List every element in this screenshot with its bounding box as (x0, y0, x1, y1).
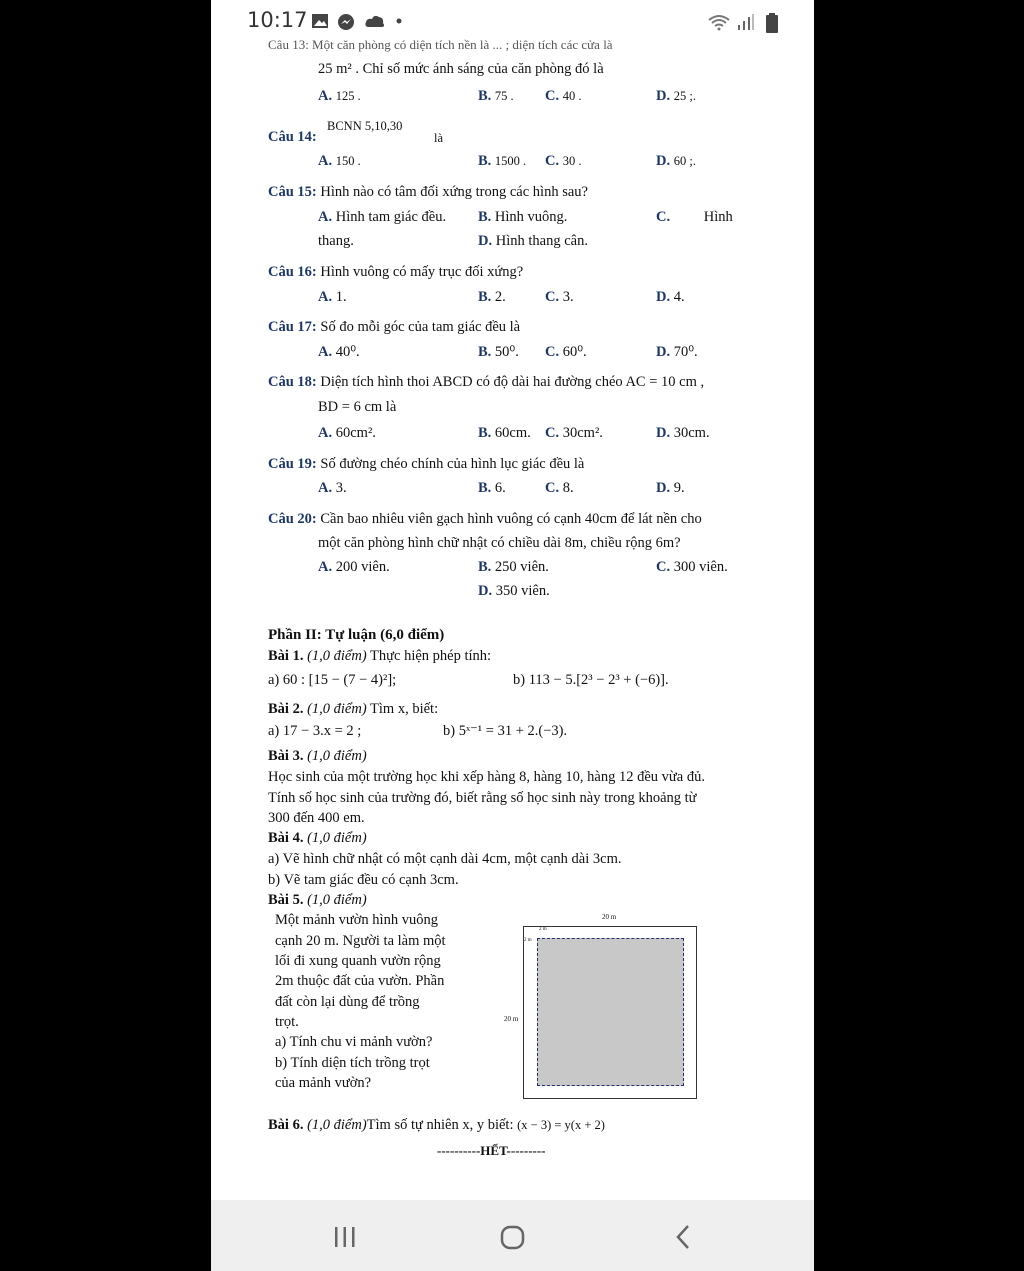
bai4-part-b: b) Vẽ tam giác đều có cạnh 3cm. (268, 872, 459, 888)
q18-option-a: A. 60cm². (318, 425, 376, 441)
q20-option-a: A. 200 viên. (318, 559, 390, 575)
bai6-heading: Bài 6. (1,0 điểm)Tìm số tự nhiên x, y biết: (x − 3) = y(x + 2) (268, 1117, 605, 1133)
q17-option-a: A. 40⁰. (318, 344, 360, 360)
q19-option-a: A. 3. (318, 480, 347, 496)
q14-label: Câu 14: (268, 129, 317, 145)
q20-option-d: D. 350 viên. (478, 583, 550, 599)
bai5-line: trọt. (275, 1014, 299, 1030)
bai4-heading: Bài 4. (1,0 điểm) (268, 830, 367, 846)
q20-question-cont: một căn phòng hình chữ nhật có chiều dài 8m, chiều rộng 6m? (318, 535, 681, 551)
figure-label-path-top: 2 m (539, 927, 547, 932)
q15-question: Câu 15: Hình nào có tâm đối xứng trong các hình sau? (268, 184, 588, 200)
q15-option-c: C. Hình (656, 209, 733, 225)
q13-cut-line: Câu 13: Một căn phòng có diện tích nền là ... ; diện tích các cửa là (268, 37, 613, 52)
q16-option-c: C. 3. (545, 289, 574, 305)
part2-title: Phần II: Tự luận (6,0 điểm) (268, 627, 445, 643)
document-page[interactable] (211, 37, 814, 1200)
navigation-bar (211, 1200, 814, 1271)
q17-option-c: C. 60⁰. (545, 344, 587, 360)
q20-question: Câu 20: Cần bao nhiêu viên gạch hình vuông có cạnh 40cm để lát nền cho (268, 511, 702, 527)
q19-option-c: C. 8. (545, 480, 574, 496)
q19-question: Câu 19: Số đường chéo chính của hình lục giác đều là (268, 456, 585, 472)
bai5-line: của mảnh vườn? (275, 1075, 372, 1091)
bai3-line-2: Tính số học sinh của trường đó, biết rằng số học sinh này trong khoảng từ (268, 790, 697, 806)
q16-question: Câu 16: Hình vuông có mấy trục đối xứng? (268, 264, 524, 280)
notification-dot-icon (396, 18, 402, 24)
home-icon[interactable] (500, 1225, 526, 1251)
q15-option-d: D. Hình thang cân. (478, 233, 588, 249)
status-time: 10:17 (247, 8, 308, 32)
q14-option-c: C. 30 . (545, 153, 582, 169)
q14-option-a: A. 150 . (318, 153, 361, 169)
bai5-line: đất còn lại dùng để trồng (275, 994, 420, 1010)
q19-option-b: B. 6. (478, 480, 506, 496)
q14-option-d: D. 60 ;. (656, 153, 696, 169)
q13-text: 25 m² . Chỉ số mức ánh sáng của căn phòng đó là (318, 61, 604, 77)
q16-option-b: B. 2. (478, 289, 506, 305)
wifi-icon (707, 13, 733, 31)
bai5-line: lối đi xung quanh vườn rộng (275, 953, 441, 969)
q18-question: Câu 18: Diện tích hình thoi ABCD có độ dài hai đường chéo AC = 10 cm , (268, 374, 705, 390)
bai1-heading: Bài 1. (1,0 điểm) Thực hiện phép tính: (268, 648, 492, 664)
bai5-line: Một mảnh vườn hình vuông (275, 912, 438, 928)
q17-option-d: D. 70⁰. (656, 344, 698, 360)
bai3-line-1: Học sinh của một trường học khi xếp hàng 8, hàng 10, hàng 12 đều vừa đủ. (268, 769, 705, 785)
q18-option-c: C. 30cm². (545, 425, 603, 441)
bai1-part-b: b) 113 − 5.[2³ − 2³ + (−6)]. (513, 672, 669, 688)
q13-option-b: B. 75 . (478, 88, 514, 104)
cloud-icon (364, 13, 386, 29)
q14-text: BCNN 5,10,30 (327, 119, 403, 133)
q15-option-b: B. Hình vuông. (478, 209, 568, 225)
q20-option-b: B. 250 viên. (478, 559, 549, 575)
q13-option-a: A. 125 . (318, 88, 361, 104)
recent-apps-icon[interactable] (333, 1226, 357, 1248)
q16-option-d: D. 4. (656, 289, 685, 305)
bai4-part-a: a) Vẽ hình chữ nhật có một cạnh dài 4cm, một cạnh dài 3cm. (268, 851, 622, 867)
bai2-part-b: b) 5ˣ⁻¹ = 31 + 2.(−3). (443, 723, 568, 739)
q16-option-a: A. 1. (318, 289, 347, 305)
q13-option-d: D. 25 ;. (656, 88, 696, 104)
bai5-heading: Bài 5. (1,0 điểm) (268, 892, 367, 908)
q15-option-c-cont: thang. (318, 233, 354, 249)
bai5-line: cạnh 20 m. Người ta làm một (275, 933, 446, 949)
q14-tail: là (434, 131, 444, 145)
bai2-heading: Bài 2. (1,0 điểm) Tìm x, biết: (268, 701, 439, 717)
q20-option-c: C. 300 viên. (656, 559, 728, 575)
q19-option-d: D. 9. (656, 480, 685, 496)
bai5-line: b) Tính diện tích trồng trọt (275, 1055, 430, 1071)
q17-option-b: B. 50⁰. (478, 344, 519, 360)
q18-option-b: B. 60cm. (478, 425, 531, 441)
q17-question: Câu 17: Số đo mỗi góc của tam giác đều là (268, 319, 521, 335)
bai5-line: 2m thuộc đất của vườn. Phần (275, 973, 445, 989)
gallery-icon (311, 13, 329, 29)
figure-label-top: 20 m (602, 913, 617, 921)
q14-option-b: B. 1500 . (478, 153, 527, 169)
messenger-icon (337, 13, 355, 31)
figure-label-path-left: 2 m (524, 938, 532, 943)
battery-icon (766, 13, 778, 33)
q15-option-a: A. Hình tam giác đều. (318, 209, 447, 225)
bai2-part-a: a) 17 − 3.x = 2 ; (268, 723, 362, 739)
end-marker: ----------HẾT--------- (437, 1143, 546, 1158)
q18-question-cont: BD = 6 cm là (318, 399, 397, 415)
signal-icon (737, 13, 755, 31)
figure-label-left: 20 m (504, 1015, 519, 1023)
back-icon[interactable] (675, 1224, 691, 1250)
phone-screen (211, 0, 814, 1271)
bai3-line-3: 300 đến 400 em. (268, 810, 365, 826)
bai3-heading: Bài 3. (1,0 điểm) (268, 748, 367, 764)
bai1-part-a: a) 60 : [15 − (7 − 4)²]; (268, 672, 397, 688)
bai5-line: a) Tính chu vi mảnh vườn? (275, 1034, 433, 1050)
q13-option-c: C. 40 . (545, 88, 582, 104)
q18-option-d: D. 30cm. (656, 425, 710, 441)
garden-planting-area (537, 938, 684, 1086)
